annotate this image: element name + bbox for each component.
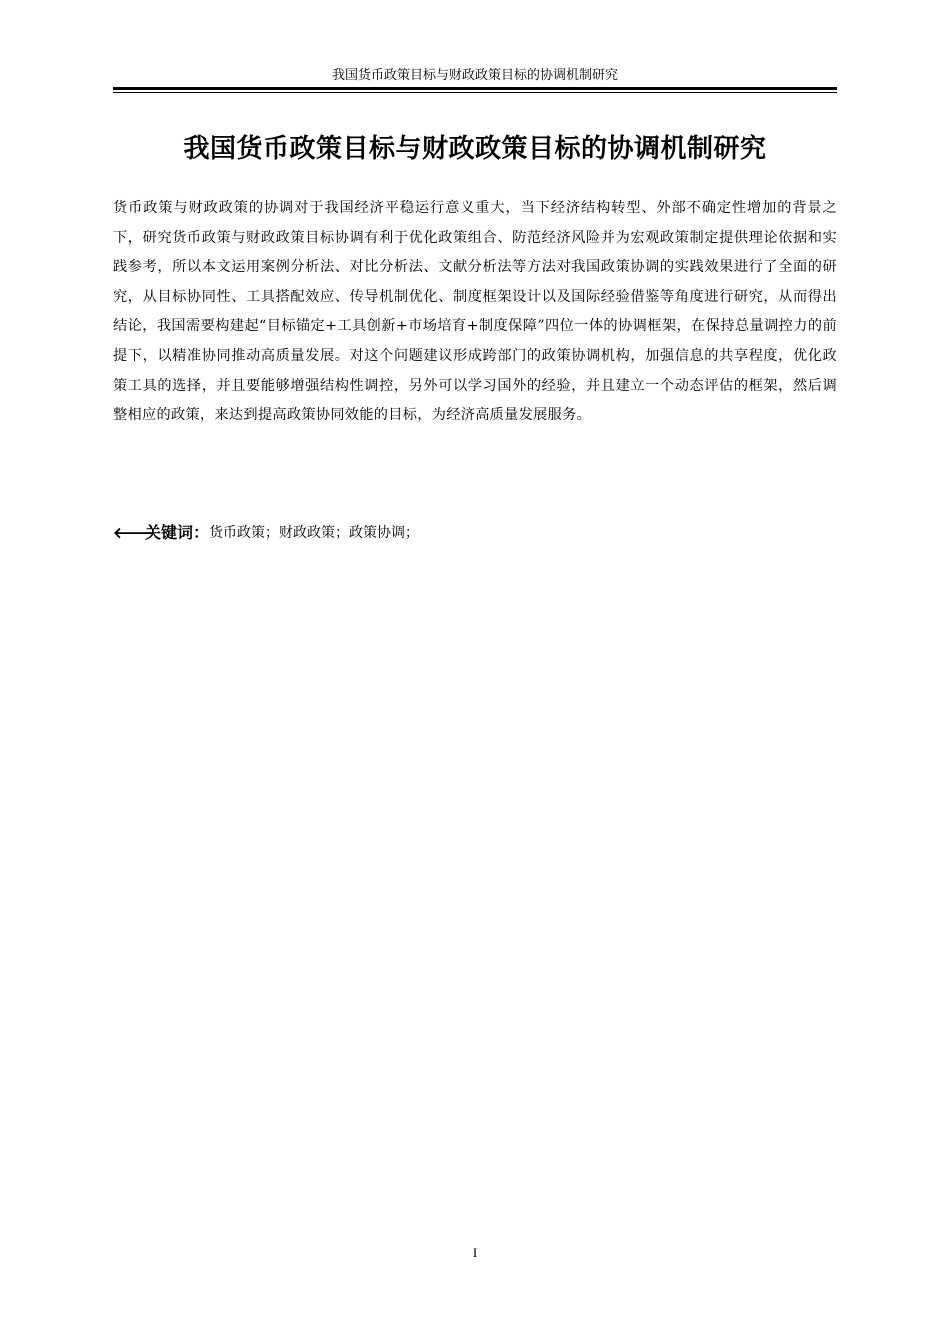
left-arrow-icon: 🡐 bbox=[113, 524, 154, 542]
keywords-line bbox=[113, 520, 837, 546]
page-number: I bbox=[472, 1245, 478, 1260]
header-rule-thin bbox=[113, 92, 837, 93]
abstract-paragraph: 货币政策与财政政策的协调对于我国经济平稳运行意义重大，当下经济结构转型、外部不确定性增加的背景之下，研究货币政策与财政政策目标协调有利于优化政策组合、防范经济风险并为宏观政策制定提供理论依据和实践参考，所以本文运用案例分析法、对比分析法、文献分析法等方法对我国政策协调的实践效果进行了全面的研究，从目标协同性、工具搭配效应、传导机制优化、制度框架设计以及国际经验借鉴等角度进行研究，从而得出结论，我国需要构建起“目标锚定+工具创新+市场培育+制度保障”四位一体的协调框架，在保持总量调控力的前提下，以精准协同推动高质量发展。对这个问题建议形成跨部门的政策协调机构，加强信息的共享程度，优化政策工具的选择，并且要能够增强结构性调控，另外可以学习国外的经验，并且建立一个动态评估的框架，然后调整相应的政策，来达到提高政策协同效能的目标，为经济高质量发展服务。 bbox=[113, 200, 837, 424]
running-header: 我国货币政策目标与财政政策目标的协调机制研究 bbox=[331, 67, 618, 82]
keywords-values: 货币政策；财政政策；政策协调； bbox=[209, 525, 420, 541]
header-rule-thick bbox=[113, 87, 837, 90]
keywords-label: 关键词： bbox=[145, 523, 210, 542]
page-title: 我国货币政策目标与财政政策目标的协调机制研究 bbox=[183, 134, 767, 164]
